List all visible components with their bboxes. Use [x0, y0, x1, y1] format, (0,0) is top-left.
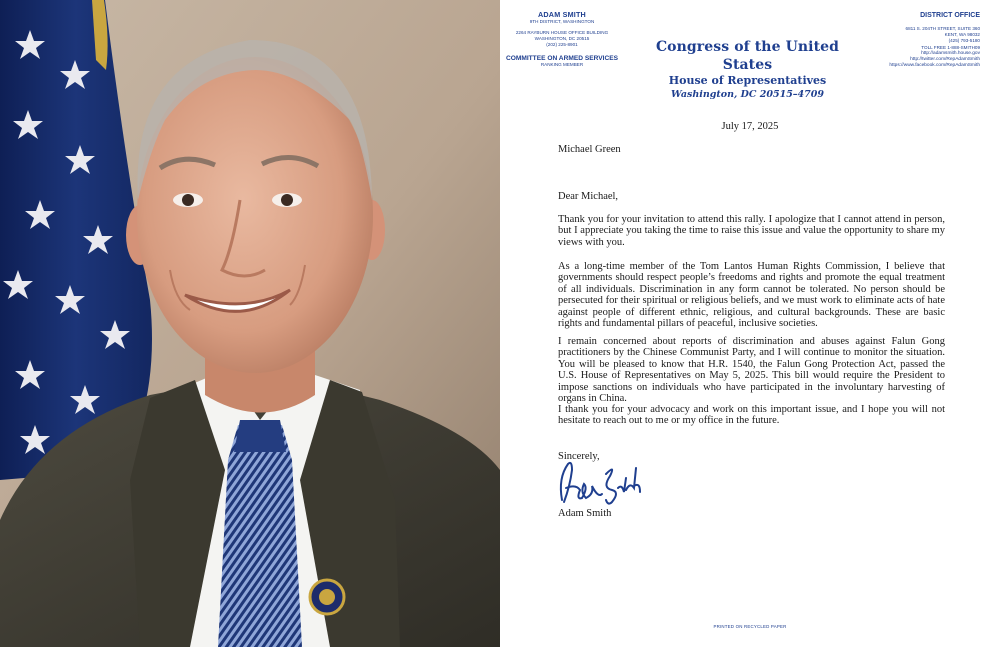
letter-paragraph: I remain concerned about reports of discrimination and abuses against Falun Gong practitioners by the Chinese Communist Party, and I will continue to monitor the situation. You will be pleased to know that H.R. 1540, the Falun Gong Protection Act, passed the U.S. House of Representatives on May 5, 2025. This bill would require the President to impose sanctions on individuals who have participated in the involuntary harvesting of organs in China. [558, 336, 945, 405]
necktie [218, 425, 302, 647]
district-tollfree: TOLL FREE 1-888-SMITH09 [921, 44, 980, 50]
letter-paragraph: Thank you for your invitation to attend this rally. I apologize that I cannot attend in person, but I appreciate you taking the time to raise this issue and value the opportunity to share my views with you. [558, 214, 945, 248]
district-office-title: DISTRICT OFFICE [920, 12, 980, 19]
dc-address-line2: WASHINGTON, DC 20515 [534, 36, 590, 41]
dc-address-line1: 2264 RAYBURN HOUSE OFFICE BUILDING [515, 30, 609, 35]
representative-name: ADAM SMITH [538, 10, 586, 19]
congress-title: Congress of the United States [655, 39, 840, 73]
district-address-line1: 6811 S. 204TH STREET, SUITE 360 [905, 26, 980, 31]
facebook-link[interactable]: https://www.facebook.com/RepAdamSmith [889, 63, 980, 69]
letter-date: July 17, 2025 [721, 121, 779, 132]
letterhead-district-office [870, 12, 980, 69]
twitter-link[interactable]: http://twitter.com/RepAdamSmith [910, 57, 980, 63]
signer-name: Adam Smith [558, 508, 612, 519]
district-label: 9TH DISTRICT, WASHINGTON [529, 19, 595, 24]
letter-page [500, 0, 1000, 647]
congressional-pin-icon [310, 580, 344, 614]
closing: Sincerely, [558, 451, 600, 462]
letterhead-dc-office [500, 10, 624, 68]
district-phone: (425) 793-5180 [948, 38, 980, 44]
handwritten-signature [554, 458, 644, 510]
committee-role: RANKING MEMBER [540, 62, 584, 67]
recycled-paper-note: PRINTED ON RECYCLED PAPER [713, 624, 787, 629]
recipient-name: Michael Green [558, 144, 621, 155]
letterhead-title [645, 38, 850, 102]
house-title: House of Representatives [668, 74, 827, 87]
letter-paragraph: As a long-time member of the Tom Lantos Human Rights Commission, I believe that governments should respect people’s freedoms and rights and promote the equal treatment of all individuals. Discrimination in any form cannot be tolerated. No person should be persecuted for their spiritual or religious beliefs, and we must work to eliminate acts of hate against people of different ethnic, religious, and cultural backgrounds. These are basic rights and fundamental pillars of peaceful, inclusive societies. [558, 261, 945, 330]
district-address-line2: KENT, WA 98032 [944, 32, 980, 38]
salutation: Dear Michael, [558, 191, 619, 202]
dc-phone: (202) 225-8901 [546, 42, 578, 47]
website-link[interactable]: http://adamsmith.house.gov [921, 50, 980, 56]
committee-name: COMMITTEE ON ARMED SERVICES [505, 55, 619, 62]
dc-zip-line: Washington, DC 20515–4709 [670, 89, 824, 100]
letter-paragraph: I thank you for your advocacy and work on this important issue, and I hope you will not hesitate to reach out to me or my office in the future. [558, 404, 945, 427]
